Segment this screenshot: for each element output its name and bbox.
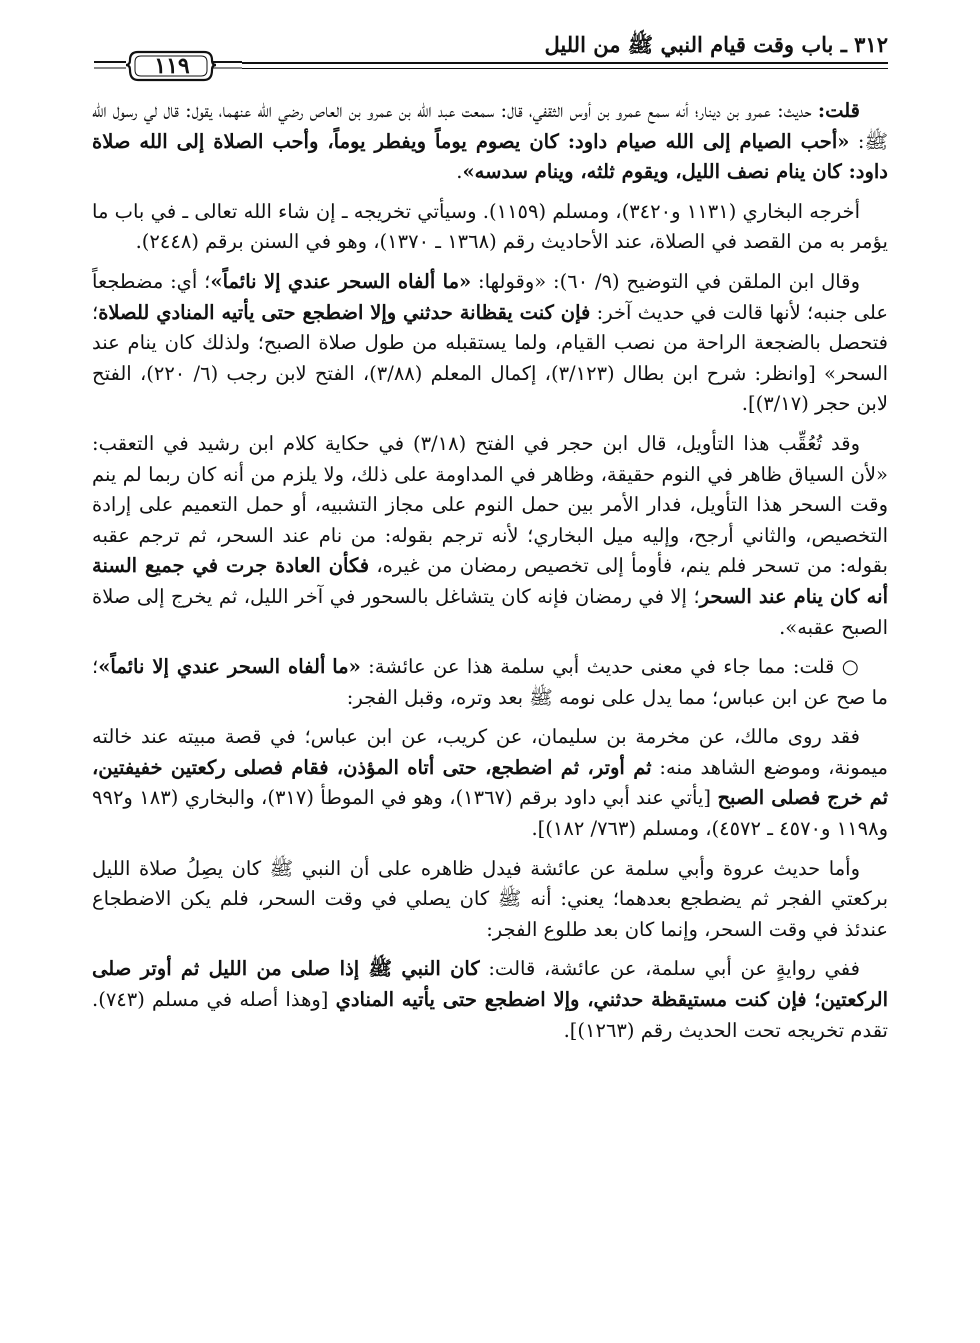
- text-span: ؛ أي: مضطجعاً على جنبه؛ لأنها قالت في حديث آخر:: [92, 269, 889, 324]
- paragraph-6: [92, 722, 888, 844]
- text-span: فقد روى مالك، عن مخرمة بن سليمان، عن كريب، عن ابن عباس؛ في قصة مبيته عند خالته ميمونة، وموضع الشاهد منه:: [92, 725, 888, 779]
- header-rule-thick: [242, 62, 888, 64]
- text-span: وأما حديث عروة وأبي سلمة عن عائشة فيدل ظاهره على أن النبي ﷺ كان يصِلُ صلاة الليل بركعتي الفجر ثم يضطجع بعدهما؛ يعني: أنه ﷺ كان يصلي في وقت السحر، فلم يكن الاضطجاع عندئذ في وقت السحر، وإنما كان بعد طلوع الفجر:: [92, 856, 888, 941]
- page-number-badge: [92, 46, 242, 90]
- text-span: .: [456, 160, 463, 184]
- text-span: [يأتي عند أبي داود برقم (١٣٦٧)، وهو في الموطأ (٣١٧)، والبخاري (١٨٣ و٩٩٢ و١١٩٨ و٤٥٧٠ ـ ٤٥٧٢)، ومسلم (٧٦٣/ ١٨٢)].: [92, 786, 888, 841]
- paragraph-1: [92, 96, 888, 188]
- bold-text-span: فإن كنت يقظانة حدثني وإلا اضطجع حتى يأتيه المنادي للصلاة: [98, 300, 591, 324]
- text-span: حديث: عمرو بن دينار؛ أنه سمع عمرو بن أوس الثقفي، قال: سمعت عبد الله بن عمرو بن العاص رضي الله عنهما، يقول: قال لي رسول الله ﷺ:: [92, 99, 889, 153]
- paragraph-5: [92, 652, 888, 713]
- text-span: وقد تُعُقِّب هذا التأويل، قال ابن حجر في الفتح (٣/١٨) في حكاية كلام ابن رشيد في التعقب: «لأن السياق ظاهر في النوم حقيقة، وظاهر في المداومة على ذلك، ولا يلزم من أنه كان ربما لم ينم وقت السحر هذا التأويل، فدار الأمر بين حمل النوم على مجاز التشبيه، أو حمل التعميم على إرادة التخصيص، والثاني أرجح، وإليه ميل البخاري؛ لأنه ترجم بقوله: من نام عند السحر، ثم ترجم عقبه بقوله: من تسحر فلم ينم، فأومأ إلى تخصيص رمضان من غيره،: [92, 431, 888, 578]
- paragraph-2: [92, 197, 888, 258]
- paragraph-7: [92, 854, 888, 946]
- bold-text-span: قلت:: [817, 99, 860, 122]
- text-span: ؛ إلا في رمضان فإنه كان يتشاغل بالسحور في آخر الليل، ثم يخرج إلى صلاة الصبح عقبه».: [92, 584, 888, 639]
- bold-text-span: فكأن العادة جرت في جميع السنة أنه كان ينام عند السحر: [92, 554, 888, 608]
- text-span: [وهذا أصله في مسلم (٧٤٣). تقدم تخريجه تحت الحديث رقم (١٢٦٣)].: [92, 988, 888, 1042]
- bold-text-span: «ما ألفاه السحر عندي إلا نائماً»: [98, 655, 361, 679]
- text-span: ؛ ما صح عن ابن عباس؛ مما يدل على نومه ﷺ بعد وتره، وقبل الفجر:: [92, 655, 888, 709]
- text-span: أخرجه البخاري (١١٣١ و٣٤٢٠)، ومسلم (١١٥٩). وسيأتي تخريجه ـ إن شاء الله تعالى ـ في باب ما يؤمر به من القصد في الصلاة، عند الأحاديث رقم (١٣٦٨ ـ ١٣٧٠)، وهو في السنن برقم (٢٤٤٨).: [92, 199, 888, 254]
- text-span: وقال ابن الملقن في التوضيح (٩/ ٦٠): «وقولها:: [471, 269, 860, 293]
- bold-text-span: ثم أوتر، ثم اضطجع، حتى أتاه المؤذن، فقام فصلى ركعتين خفيفتين، ثم خرج فصلى الصبح: [92, 755, 889, 810]
- page-number: ١١٩: [154, 53, 190, 79]
- paragraph-4: [92, 429, 888, 643]
- page-body: [92, 96, 888, 1055]
- page-header: [92, 30, 888, 92]
- text-span: ○ قلت: مما جاء في معنى حديث أبي سلمة هذا عن عائشة:: [360, 655, 860, 679]
- bold-text-span: «أحب الصيام إلى الله صيام داود: كان يصوم يوماً ويفطر يوماً، وأحب الصلاة إلى الله صلاة داود: كان ينام نصف الليل، ويقوم ثلثه، وينام سدسه»: [92, 129, 888, 184]
- bold-text-span: كان النبي ﷺ إذا صلى من الليل ثم أوتر صلى الركعتين؛ فإن كنت مستيقظة حدثني، وإلا اضطجع حتى يأتيه المنادي: [92, 957, 888, 1012]
- chapter-title: ٣١٢ ـ باب وقت قيام النبي ﷺ من الليل: [544, 32, 888, 57]
- paragraph-8: [92, 954, 888, 1046]
- text-span: ففي روايةٍ عن أبي سلمة، عن عائشة، قالت:: [479, 957, 860, 981]
- bold-text-span: «ما ألفاه السحر عندي إلا نائماً»: [210, 269, 472, 293]
- text-span: ؛ فتحصل بالضجعة الراحة من نصب القيام، ولما يستقبله من طول صلاة الصبح؛ ولذلك كان ينام عند السحر» [وانظر: شرح ابن بطال (٣/١٢٣)، إكمال المعلم (٣/٨٨)، الفتح لابن رجب (٦/ ٢٢٠)، الفتح لابن حجر (٣/١٧)].: [92, 300, 889, 416]
- header-rule-thin: [242, 68, 888, 69]
- paragraph-3: [92, 267, 888, 420]
